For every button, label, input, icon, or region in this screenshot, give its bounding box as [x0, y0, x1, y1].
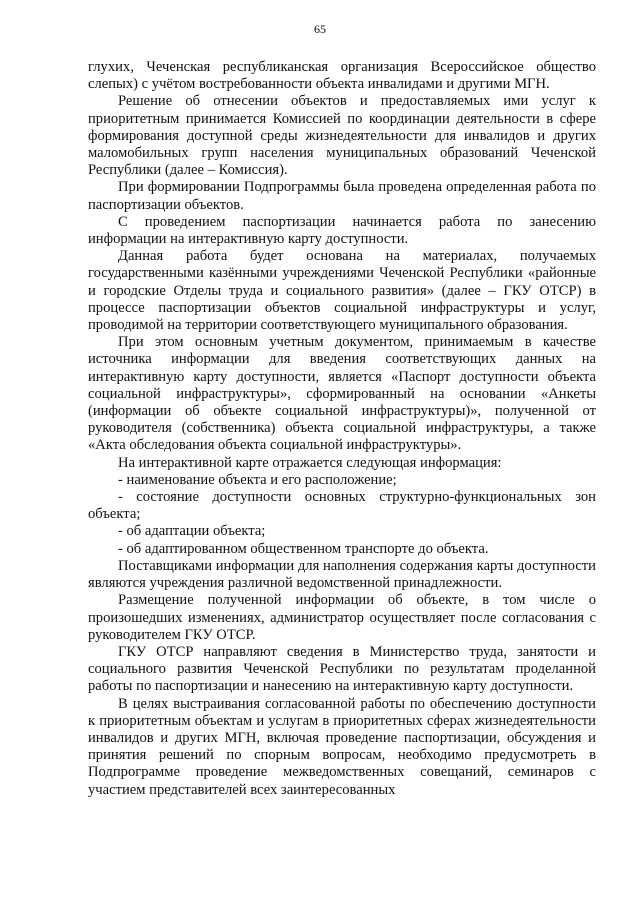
- paragraph: При формировании Подпрограммы была проведена определенная работа по паспортизации объектов.: [88, 179, 596, 213]
- paragraph-continued: глухих, Чеченская республиканская организация Всероссийское общество слепых) с учётом востребованности объекта инвалидами и другими МГН.: [88, 59, 596, 93]
- list-item: - наименование объекта и его расположение;: [118, 471, 397, 488]
- list-item: - об адаптации объекта;: [118, 523, 266, 540]
- page-number: 65: [314, 22, 326, 36]
- paragraph: ГКУ ОТСР направляют сведения в Министерство труда, занятости и социального развития Чеченской Республики по результатам проделанной работы по паспортизации и нанесению на интерактивную карту доступности.: [88, 643, 596, 695]
- page-body: [88, 59, 596, 799]
- paragraph: С проведением паспортизации начинается работа по занесению информации на интерактивную карту доступности.: [88, 213, 596, 248]
- paragraph: Данная работа будет основана на материалах, получаемых государственными казёнными учреждениями Чеченской Республики «районные и городские Отделы труда и социального развития» (далее – ГКУ ОТСР) в процессе паспортизации объектов социальной инфраструктуры и услуг, проводимой на территории соответствующего муниципального образования.: [88, 248, 596, 334]
- paragraph: Размещение полученной информации об объекте, в том числе о произошедших изменениях, администратор осуществляет после согласования с руководителем ГКУ ОТСР.: [88, 592, 596, 643]
- paragraph: На интерактивной карте отражается следующая информация:: [118, 454, 502, 471]
- paragraph: При этом основным учетным документом, принимаемым в качестве источника информации для введения соответствующих данных на интерактивную карту доступности, является «Паспорт доступности объекта социальной инфраструктуры», сформированный на основании «Анкеты (информации об объекте социальной инфраструктуры)», полученной от руководителя (собственника) объекта социальной инфраструктуры, а также «Акта обследования объекта социальной инфраструктуры».: [88, 334, 596, 454]
- paragraph: Поставщиками информации для наполнения содержания карты доступности являются учреждения различной ведомственной принадлежности.: [88, 557, 596, 592]
- paragraph: В целях выстраивания согласованной работы по обеспечению доступности к приоритетным объектам и услугам в приоритетных сферах жизнедеятельности инвалидов и других МГН, включая проведение паспортизации, обсуждения и принятия решений по спорным вопросам, необходимо предусмотреть в Подпрограмме проведение межведомственных совещаний, семинаров с участием представителей всех заинтересованных: [88, 695, 596, 798]
- paragraph: Решение об отнесении объектов и предоставляемых ими услуг к приоритетным принимается Комиссией по координации деятельности в сфере формирования доступной среды жизнедеятельности для инвалидов и других маломобильных групп населения муниципальных образований Чеченской Республики (далее – Комиссия).: [88, 93, 596, 179]
- list-item: - об адаптированном общественном транспорте до объекта.: [118, 540, 489, 557]
- list-item: - состояние доступности основных структурно-функциональных зон объекта;: [88, 489, 596, 523]
